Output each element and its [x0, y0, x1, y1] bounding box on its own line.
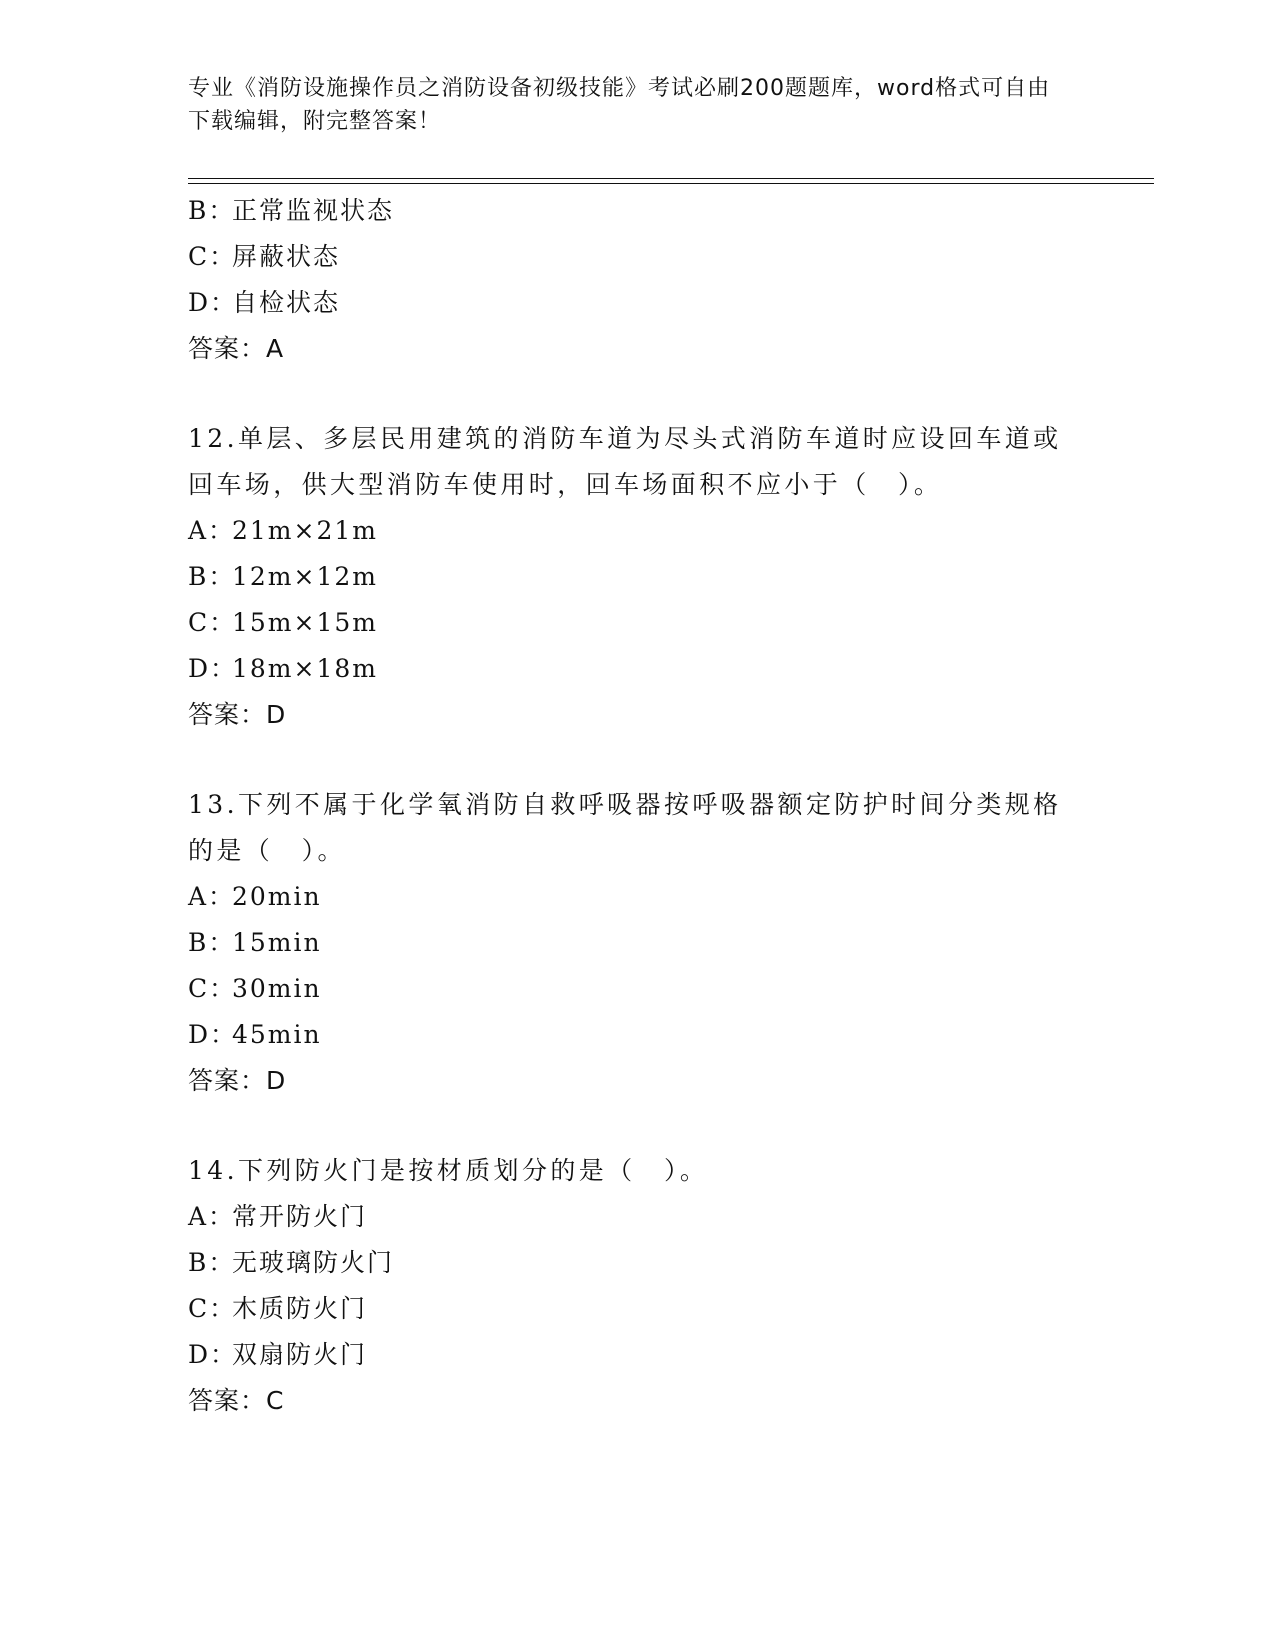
- option-label: D：: [188, 1340, 238, 1369]
- option-label: C：: [188, 974, 237, 1003]
- option-text: 15m×15m: [232, 608, 378, 637]
- option-label: B：: [188, 562, 236, 591]
- option-text: 15min: [232, 928, 322, 957]
- option-text: 自检状态: [232, 288, 341, 317]
- question-stem: 12.单层、多层民用建筑的消防车道为尽头式消防车道时应设回车道或回车场，供大型消防车使用时，回车场面积不应小于（ ）。: [188, 424, 1062, 499]
- option-text: 21m×21m: [232, 516, 378, 545]
- question-spacer: [188, 372, 1088, 416]
- option-b: [188, 188, 1088, 234]
- option-label: D：: [188, 1020, 238, 1049]
- question-stem: 14.下列防火门是按材质划分的是（ ）。: [188, 1156, 709, 1185]
- option-a: [188, 508, 1088, 554]
- document-header: 专业《消防设施操作员之消防设备初级技能》考试必刷200题题库，word格式可自由下载编辑，附完整答案！: [188, 76, 1051, 134]
- option-text: 木质防火门: [232, 1294, 368, 1323]
- option-label: C：: [188, 242, 237, 271]
- option-text: 12m×12m: [232, 562, 378, 591]
- option-b: [188, 1240, 1088, 1286]
- option-text: 18m×18m: [232, 654, 378, 683]
- option-d: [188, 646, 1088, 692]
- option-a: [188, 1194, 1088, 1240]
- question-13: [188, 782, 1088, 1104]
- option-d: [188, 280, 1088, 326]
- question-spacer: [188, 738, 1088, 782]
- option-text: 45min: [232, 1020, 322, 1049]
- option-b: [188, 920, 1088, 966]
- option-c: [188, 966, 1088, 1012]
- option-label: B：: [188, 928, 236, 957]
- option-text: 30min: [232, 974, 322, 1003]
- option-b: [188, 554, 1088, 600]
- option-label: D：: [188, 288, 238, 317]
- answer-line: 答案：C: [188, 1386, 285, 1415]
- option-text: 常开防火门: [232, 1202, 368, 1231]
- option-label: A：: [188, 1202, 236, 1231]
- option-d: [188, 1332, 1088, 1378]
- question-14: [188, 1148, 1088, 1424]
- question-12: [188, 416, 1088, 738]
- option-text: 双扇防火门: [232, 1340, 368, 1369]
- document-body: [188, 188, 1088, 1424]
- option-label: D：: [188, 654, 238, 683]
- option-label: B：: [188, 196, 236, 225]
- option-label: A：: [188, 882, 236, 911]
- option-a: [188, 874, 1088, 920]
- answer-line: 答案：A: [188, 334, 285, 363]
- question-11-continued: [188, 188, 1088, 372]
- header-rule-bottom: [188, 183, 1154, 184]
- header-rule-top: [188, 178, 1154, 179]
- answer-line: 答案：D: [188, 1066, 287, 1095]
- option-text: 正常监视状态: [232, 196, 395, 225]
- question-spacer: [188, 1104, 1088, 1148]
- option-text: 20min: [232, 882, 322, 911]
- answer-line: 答案：D: [188, 700, 287, 729]
- question-stem: 13.下列不属于化学氧消防自救呼吸器按呼吸器额定防护时间分类规格的是（ ）。: [188, 790, 1062, 865]
- option-label: A：: [188, 516, 236, 545]
- option-c: [188, 1286, 1088, 1332]
- option-text: 屏蔽状态: [232, 242, 341, 271]
- option-c: [188, 234, 1088, 280]
- option-c: [188, 600, 1088, 646]
- option-d: [188, 1012, 1088, 1058]
- option-label: C：: [188, 608, 237, 637]
- option-text: 无玻璃防火门: [232, 1248, 395, 1277]
- option-label: B：: [188, 1248, 236, 1277]
- option-label: C：: [188, 1294, 237, 1323]
